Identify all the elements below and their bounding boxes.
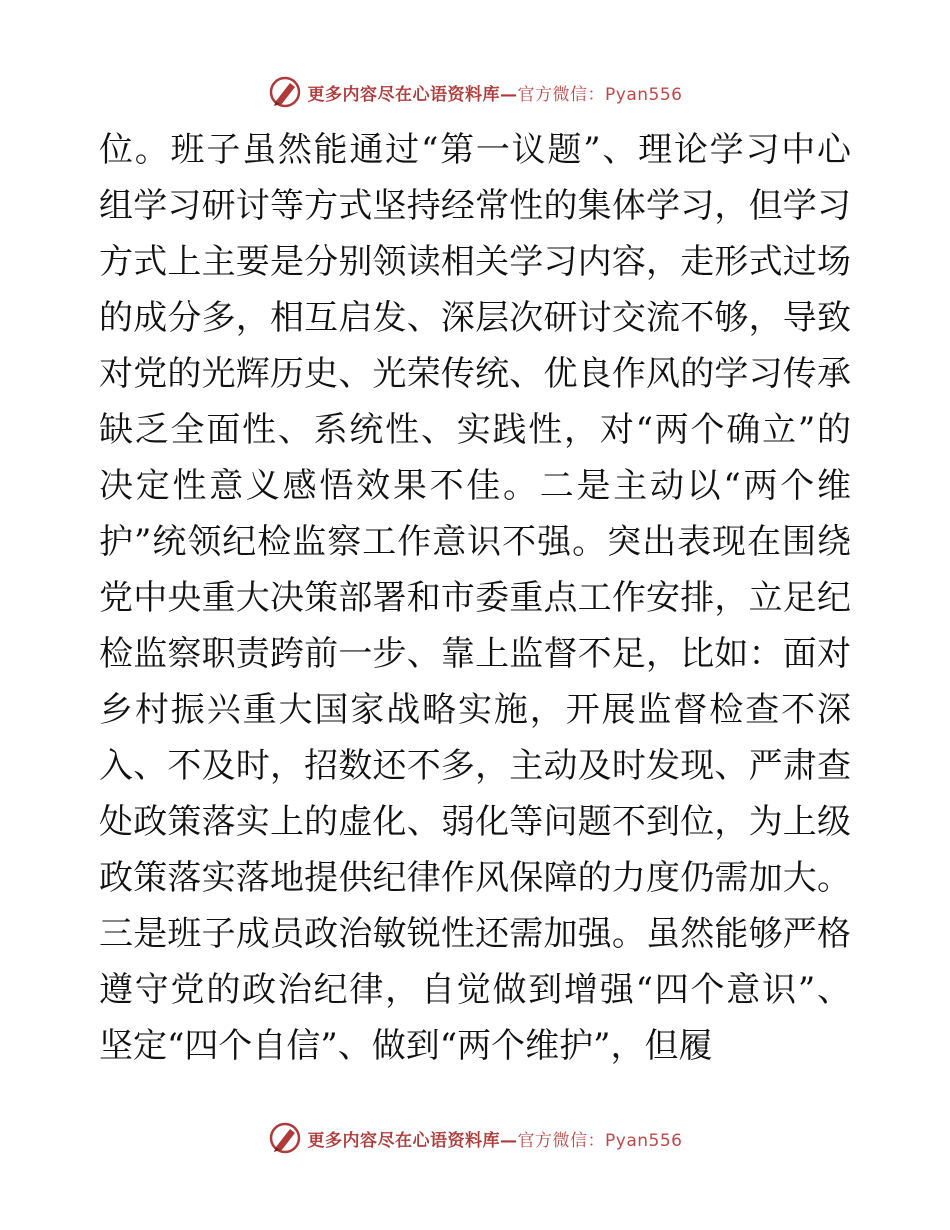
footer-banner xyxy=(0,1118,950,1158)
text-line: 组学习研讨等方式坚持经常性的集体学习，但学习 xyxy=(99,186,851,226)
text-line: 党中央重大决策部署和市委重点工作安排，立足纪 xyxy=(99,578,851,618)
pen-logo-icon xyxy=(268,1121,302,1155)
text-line: 坚定“四个自信”、做到“两个维护”，但履 xyxy=(99,1026,713,1066)
banner-text: 更多内容尽在心语资料库— xyxy=(307,84,518,105)
text-line: 检监察职责跨前一步、靠上监督不足，比如：面对 xyxy=(99,634,851,674)
pen-logo-icon xyxy=(268,75,302,109)
text-line: 的成分多，相互启发、深层次研讨交流不够，导致 xyxy=(99,298,851,338)
text-line: 护”统领纪检监察工作意识不强。突出表现在围绕 xyxy=(99,522,851,562)
text-line: 乡村振兴重大国家战略实施，开展监督检查不深 xyxy=(99,690,851,730)
text-line: 位。班子虽然能通过“第一议题”、理论学习中心 xyxy=(99,130,851,170)
banner-wechat: 官方微信：Pyan556 xyxy=(517,84,683,105)
text-line: 入、不及时，招数还不多，主动及时发现、严肃查 xyxy=(99,746,851,786)
text-line: 对党的光辉历史、光荣传统、优良作风的学习传承 xyxy=(99,354,851,394)
text-line: 三是班子成员政治敏锐性还需加强。虽然能够严格 xyxy=(99,914,851,954)
header-banner xyxy=(0,72,950,112)
text-line: 缺乏全面性、系统性、实践性，对“两个确立”的 xyxy=(99,410,851,450)
text-line: 遵守党的政治纪律，自觉做到增强“四个意识”、 xyxy=(99,970,851,1010)
text-line: 决定性意义感悟效果不佳。二是主动以“两个维 xyxy=(99,466,851,506)
banner-text: 更多内容尽在心语资料库— xyxy=(307,1130,518,1151)
text-line: 方式上主要是分别领读相关学习内容，走形式过场 xyxy=(99,242,851,282)
banner-wechat: 官方微信：Pyan556 xyxy=(517,1130,683,1151)
text-line: 政策落实落地提供纪律作风保障的力度仍需加大。 xyxy=(99,858,851,898)
text-line: 处政策落实上的虚化、弱化等问题不到位，为上级 xyxy=(99,802,851,842)
